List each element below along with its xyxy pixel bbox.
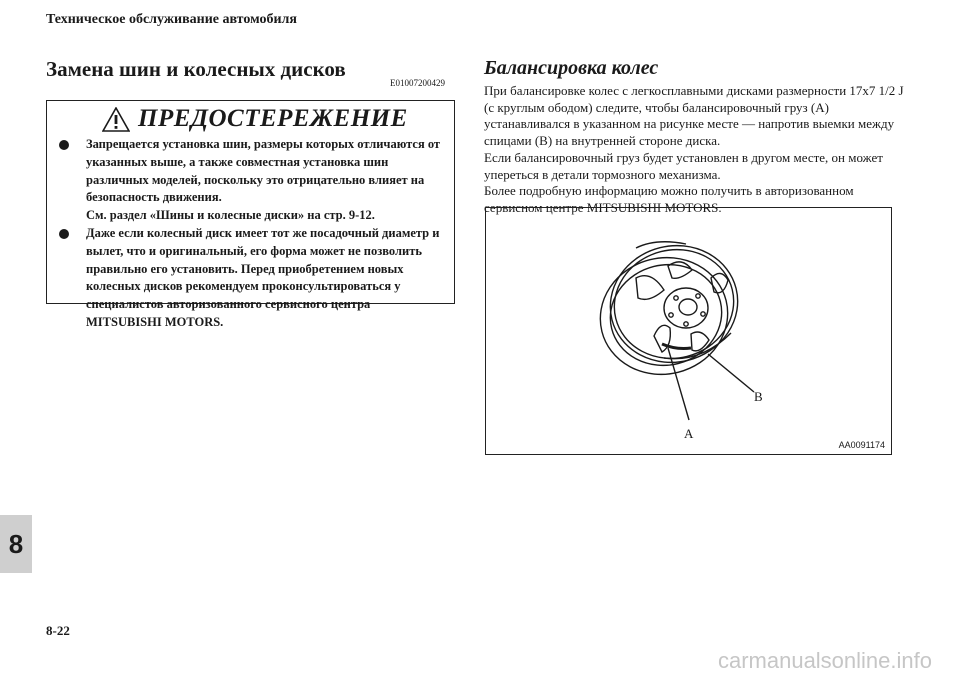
figure-code: AA0091174 [838, 440, 885, 450]
section-title: Замена шин и колесных дисков [46, 57, 346, 81]
warning-item-reference: См. раздел «Шины и колесные диски» на стр. 9-12. [86, 208, 375, 223]
watermark: carmanualsonline.info [717, 648, 932, 673]
balancing-paragraph: Более подробную информацию можно получить в авторизованном сервисном центре MITSUBISHI MOTORS. [484, 183, 854, 215]
chapter-tab: 8 [0, 515, 32, 573]
running-header: Техническое обслуживание автомобиля [46, 12, 297, 27]
warning-list [59, 136, 446, 332]
warning-title: ПРЕДОСТЕРЕЖЕНИЕ [138, 105, 408, 132]
balancing-paragraph: При балансировке колес с легкосплавными дисками размерности 17x7 1/2 J (с круглым ободом) следите, чтобы балансировочный груз (A) устанавливался в указанном на рисунке месте — напротив выемки между спицами (B) на внутренней стороне диска. [484, 83, 904, 149]
wheel-illustration [486, 208, 891, 454]
warning-header [102, 105, 408, 133]
warning-item [59, 225, 446, 332]
warning-item-text: Даже если колесный диск имеет тот же посадочный диаметр и вылет, что и оригинальный, его форма может не позволить правильно его установить. Перед приобретением новых колесных дисков рекомендуем проконсультироваться у специалистов авторизованного сервисного центра MITSUBISHI MOTORS. [86, 225, 440, 329]
balancing-body [484, 83, 904, 217]
label-a: A [684, 426, 694, 441]
balancing-title: Балансировка колес [484, 57, 659, 79]
warning-item [59, 136, 446, 225]
warning-triangle-icon [102, 107, 130, 132]
bullet-icon [59, 229, 69, 239]
wheel-figure [485, 207, 892, 455]
section-code: E01007200429 [390, 78, 445, 88]
warning-box [46, 100, 455, 329]
balancing-paragraph: Если балансировочный груз будет установлен в другом месте, он может упереться в детали тормозного механизма. [484, 149, 883, 182]
label-b: B [754, 389, 763, 404]
warning-item-text: Запрещается установка шин, размеры которых отличаются от указанных выше, а также совместная установка шин различных моделей, поскольку это отрицательно влияет на безопасность движения. [86, 137, 441, 205]
bullet-icon [59, 140, 69, 150]
page-number: 8-22 [46, 623, 70, 638]
